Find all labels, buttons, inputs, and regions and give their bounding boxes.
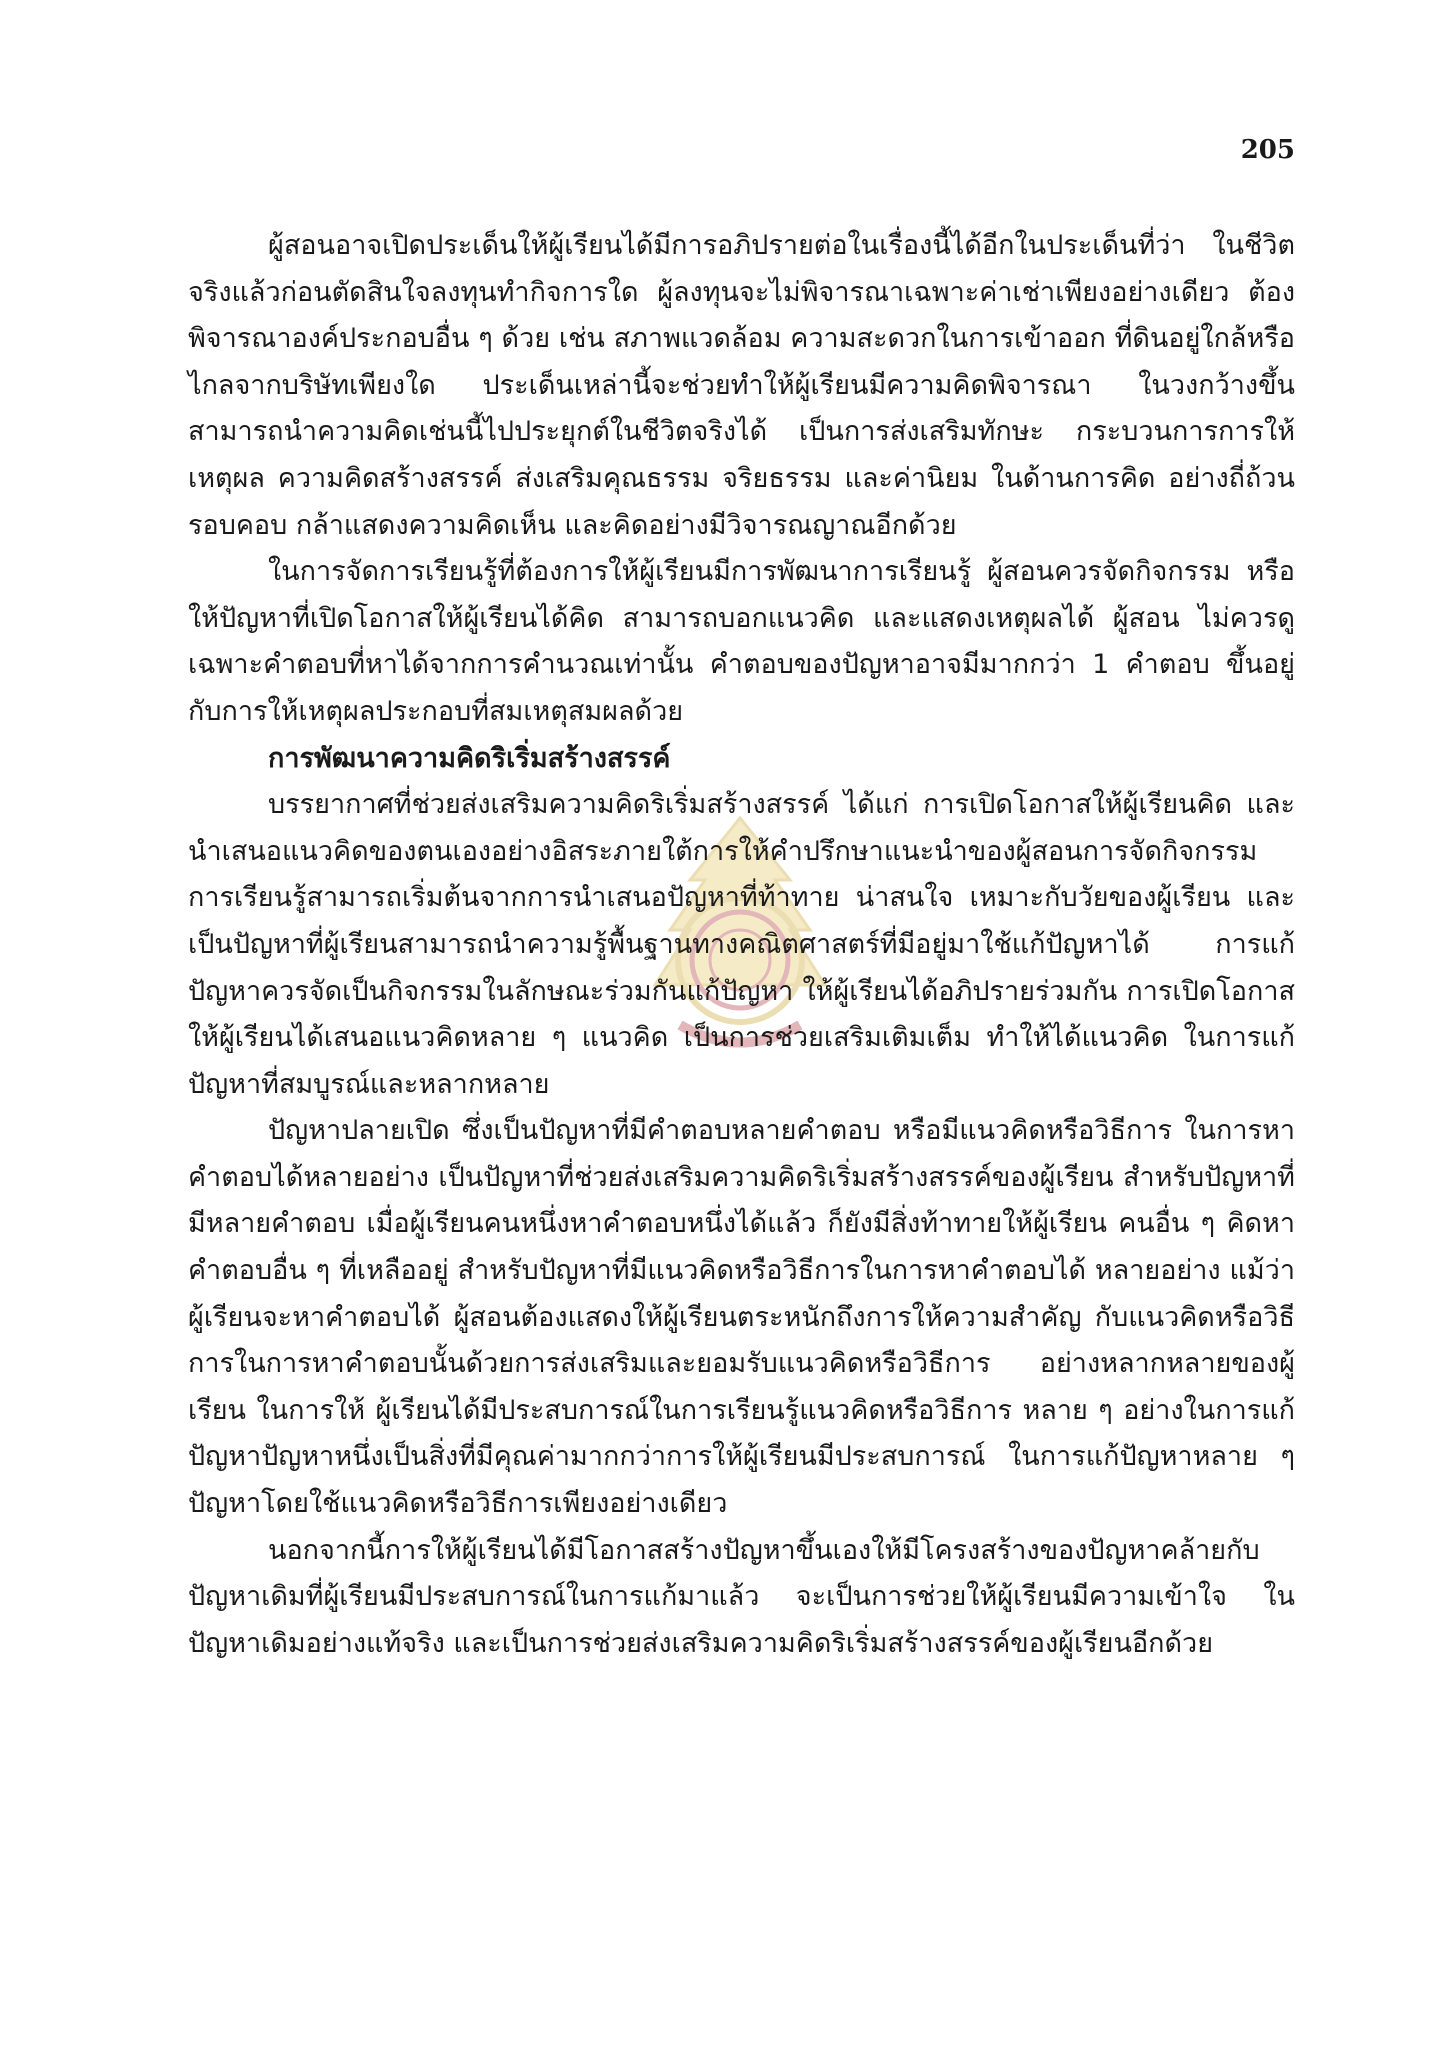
paragraph: ปัญหาปลายเปิด ซึ่งเป็นปัญหาที่มีคำตอบหลายคำตอบ หรือมีแนวคิดหรือวิธีการ ในการหาคำตอบได้หลายอย่าง เป็นปัญหาที่ช่วยส่งเสริมความคิดริเริ่มสร้างสรรค์ของผู้เรียน สำหรับปัญหาที่มีหลายคำตอบ เมื่อผู้เรียนคนหนึ่งหาคำตอบหนึ่งได้แล้ว ก็ยังมีสิ่งท้าทายให้ผู้เรียน คนอื่น ๆ คิดหาคำตอบอื่น ๆ ที่เหลืออยู่ สำหรับปัญหาที่มีแนวคิดหรือวิธีการในการหาคำตอบได้ หลายอย่าง แม้ว่าผู้เรียนจะหาคำตอบได้ ผู้สอนต้องแสดงให้ผู้เรียนตระหนักถึงการให้ความสำคัญ กับแนวคิดหรือวิธีการในการหาคำตอบนั้นด้วยการส่งเสริมและยอมรับแนวคิดหรือวิธีการ อย่างหลากหลายของผู้เรียน ในการให้ ผู้เรียนได้มีประสบการณ์ในการเรียนรู้แนวคิดหรือวิธีการ หลาย ๆ อย่างในการแก้ปัญหาปัญหาหนึ่งเป็นสิ่งที่มีคุณค่ามากกว่าการให้ผู้เรียนมีประสบการณ์ ในการแก้ปัญหาหลาย ๆ ปัญหาโดยใช้แนวคิดหรือวิธีการเพียงอย่างเดียว (188, 1115, 1295, 1520)
paragraph: ผู้สอนอาจเปิดประเด็นให้ผู้เรียนได้มีการอภิปรายต่อในเรื่องนี้ได้อีกในประเด็นที่ว่า ในชีวิตจริงแล้วก่อนตัดสินใจลงทุนทำกิจการใด ผู้ลงทุนจะไม่พิจารณาเฉพาะค่าเช่าเพียงอย่างเดียว ต้องพิจารณาองค์ประกอบอื่น ๆ ด้วย เช่น สภาพแวดล้อม ความสะดวกในการเข้าออก ที่ดินอยู่ใกล้หรือไกลจากบริษัทเพียงใด ประเด็นเหล่านี้จะช่วยทำให้ผู้เรียนมีความคิดพิจารณา ในวงกว้างขึ้น สามารถนำความคิดเช่นนี้ไปประยุกต์ในชีวิตจริงได้ เป็นการส่งเสริมทักษะ กระบวนการการให้เหตุผล ความคิดสร้างสรรค์ ส่งเสริมคุณธรรม จริยธรรม และค่านิยม ในด้านการคิด อย่างถี่ถ้วนรอบคอบ กล้าแสดงความคิดเห็น และคิดอย่างมีวิจารณญาณอีกด้วย (188, 230, 1295, 541)
section-heading: การพัฒนาความคิดริเริ่มสร้างสรรค์ (268, 742, 671, 774)
paragraph: นอกจากนี้การให้ผู้เรียนได้มีโอกาสสร้างปัญหาขึ้นเองให้มีโครงสร้างของปัญหาคล้ายกับ ปัญหาเดิมที่ผู้เรียนมีประสบการณ์ในการแก้มาแล้ว จะเป็นการช่วยให้ผู้เรียนมีความเข้าใจ ในปัญหาเดิมอย่างแท้จริง และเป็นการช่วยส่งเสริมความคิดริเริ่มสร้างสรรค์ของผู้เรียนอีกด้วย (188, 1534, 1295, 1659)
paragraph: ในการจัดการเรียนรู้ที่ต้องการให้ผู้เรียนมีการพัฒนาการเรียนรู้ ผู้สอนควรจัดกิจกรรม หรือให้ปัญหาที่เปิดโอกาสให้ผู้เรียนได้คิด สามารถบอกแนวคิด และแสดงเหตุผลได้ ผู้สอน ไม่ควรดูเฉพาะคำตอบที่หาได้จากการคำนวณเท่านั้น คำตอบของปัญหาอาจมีมากกว่า 1 คำตอบ ขึ้นอยู่กับการให้เหตุผลประกอบที่สมเหตุสมผลด้วย (188, 556, 1295, 727)
page-content (188, 223, 1295, 1667)
page-number: 205 (1240, 135, 1295, 165)
paragraph: บรรยากาศที่ช่วยส่งเสริมความคิดริเริ่มสร้างสรรค์ ได้แก่ การเปิดโอกาสให้ผู้เรียนคิด และนำเสนอแนวคิดของตนเองอย่างอิสระภายใต้การให้คำปรึกษาแนะนำของผู้สอนการจัดกิจกรรม การเรียนรู้สามารถเริ่มต้นจากการนำเสนอปัญหาที่ท้าทาย น่าสนใจ เหมาะกับวัยของผู้เรียน และเป็นปัญหาที่ผู้เรียนสามารถนำความรู้พื้นฐานทางคณิตศาสตร์ที่มีอยู่มาใช้แก้ปัญหาได้ การแก้ปัญหาควรจัดเป็นกิจกรรมในลักษณะร่วมกันแก้ปัญหา ให้ผู้เรียนได้อภิปรายร่วมกัน การเปิดโอกาสให้ผู้เรียนได้เสนอแนวคิดหลาย ๆ แนวคิด เป็นการช่วยเสริมเติมเต็ม ทำให้ได้แนวคิด ในการแก้ปัญหาที่สมบูรณ์และหลากหลาย (188, 789, 1295, 1100)
